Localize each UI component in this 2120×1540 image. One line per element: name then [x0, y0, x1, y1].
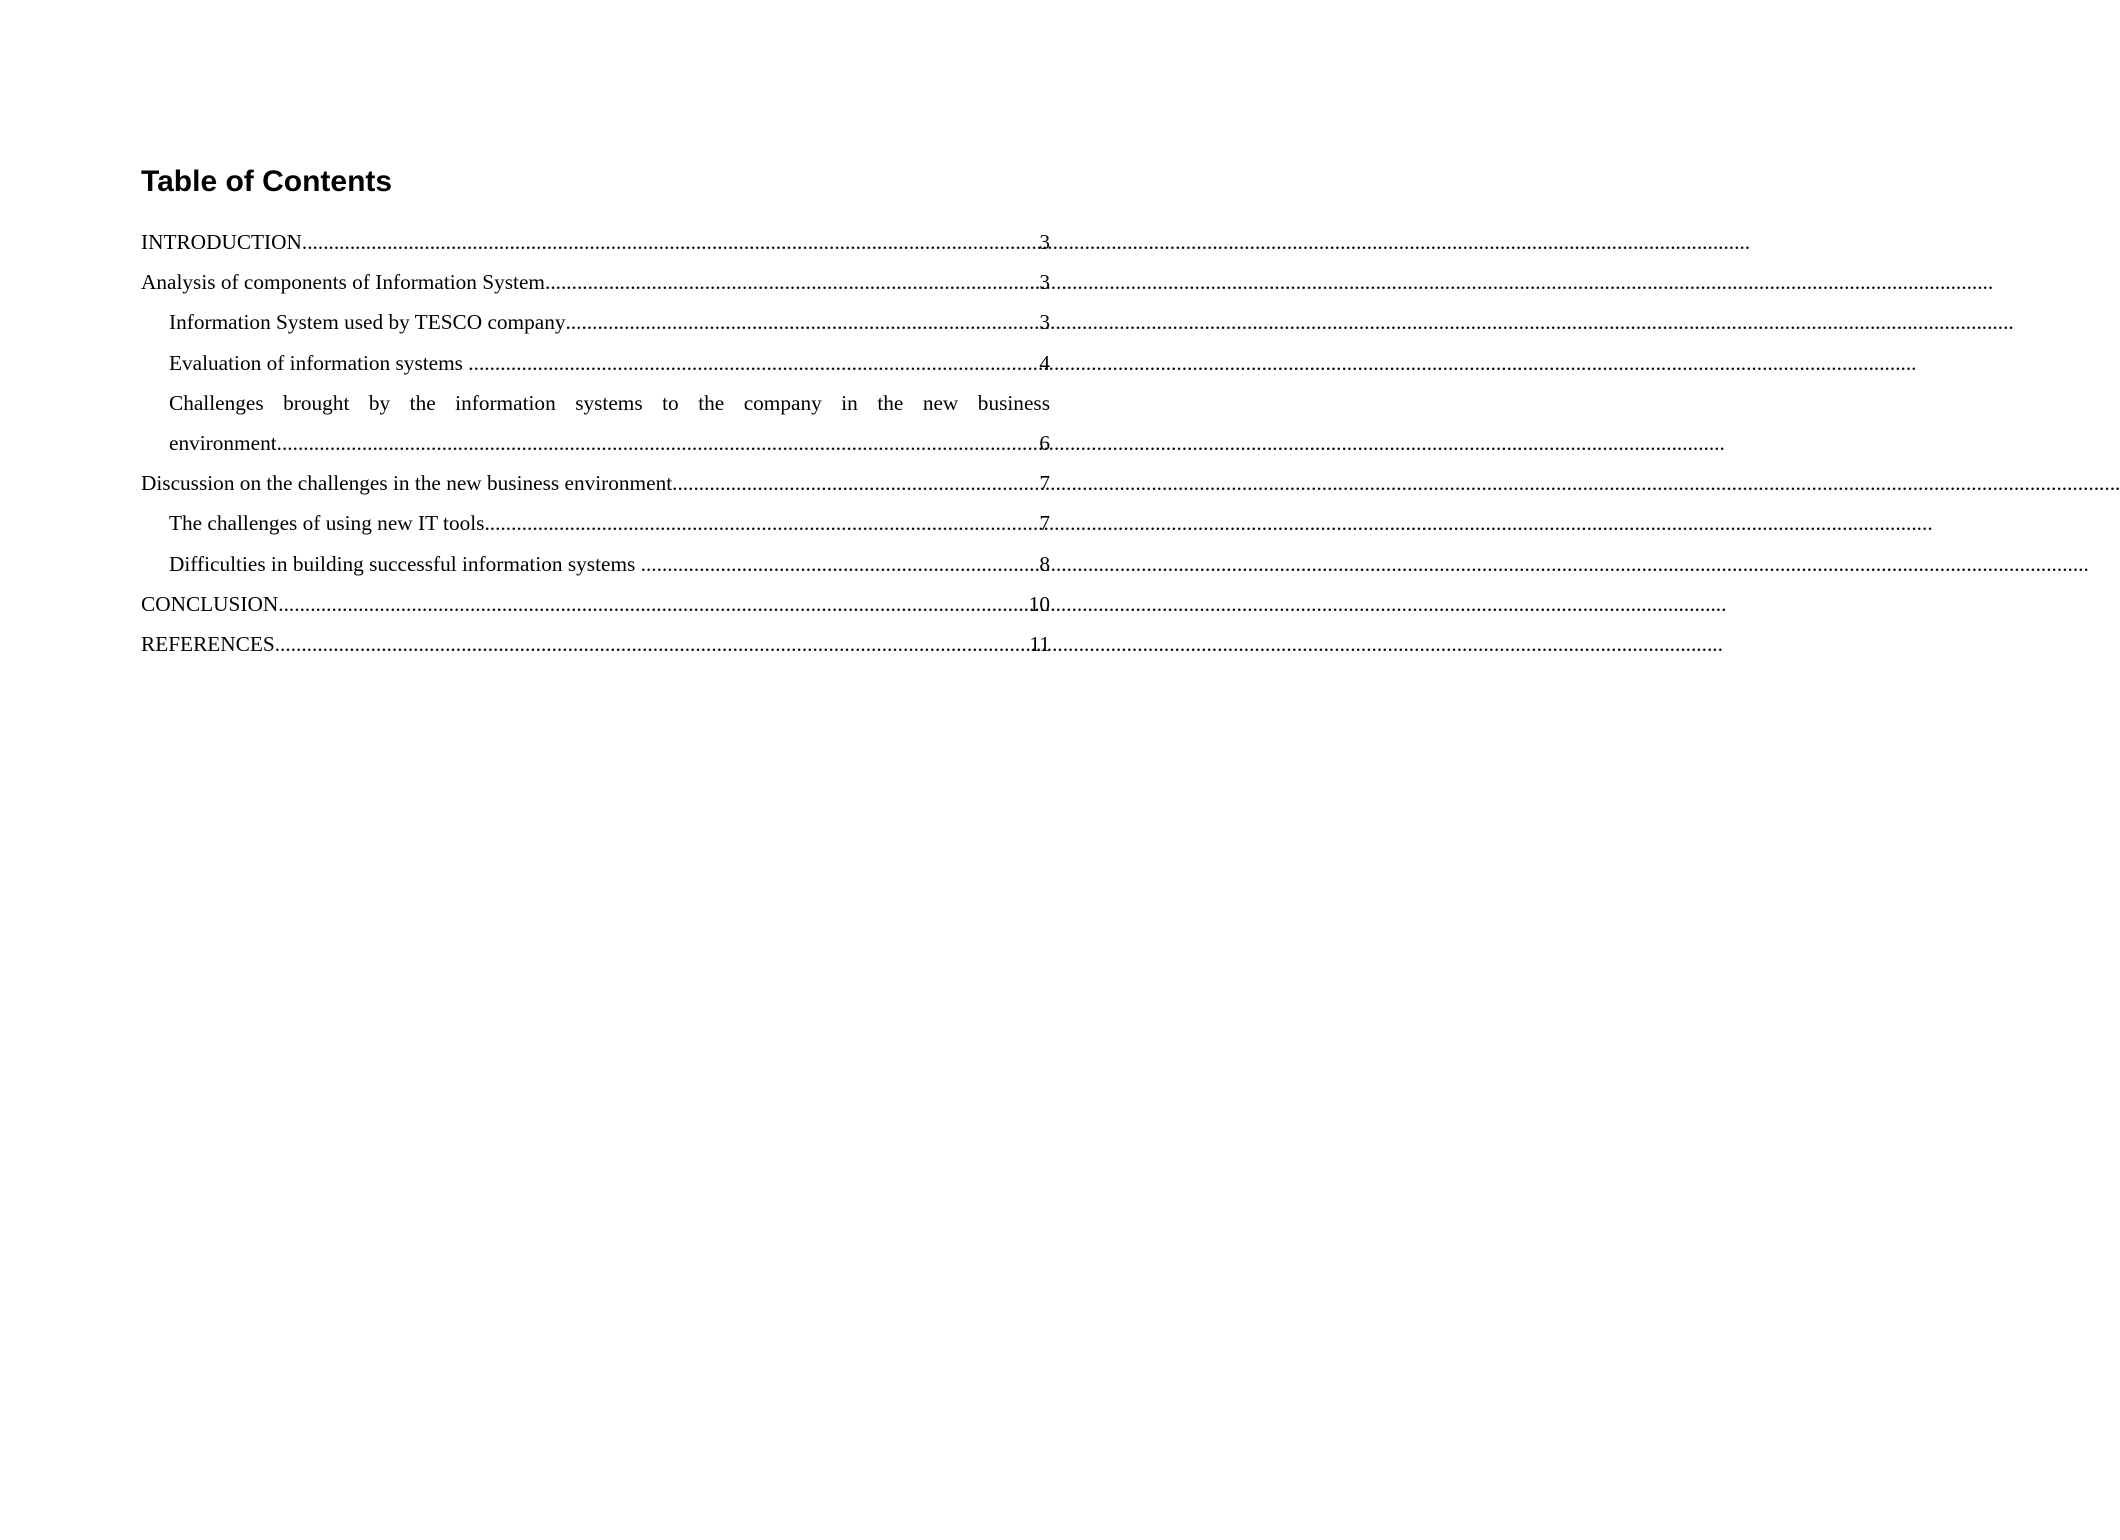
dot-leader	[275, 624, 1030, 664]
toc-entry-information-system-tesco[interactable]	[141, 302, 1050, 342]
toc-entry-label: Challenges brought by the information systems to the company in the new business	[169, 390, 1050, 415]
toc-entry-label: Discussion on the challenges in the new business environment	[141, 471, 673, 496]
toc-entry-label-continued: environment	[169, 430, 277, 455]
toc-entry-introduction[interactable]	[141, 222, 1050, 262]
toc-entry-page: 10	[1028, 591, 1050, 616]
toc-entry-page: 7	[1039, 471, 1050, 496]
toc-entry-page: 7	[1039, 511, 1050, 536]
dot-leader	[468, 343, 1039, 383]
dot-leader	[484, 503, 1039, 543]
toc-entry-page: 3	[1039, 310, 1050, 335]
toc-entry-label: INTRODUCTION	[141, 230, 302, 254]
toc-title: Table of Contents	[141, 165, 393, 198]
toc-entry-page: 6	[1039, 430, 1050, 455]
toc-entry-conclusion[interactable]	[141, 584, 1050, 624]
dot-leader	[302, 222, 1039, 262]
toc-entry-page: 3	[1039, 230, 1050, 254]
toc-entry-label: Analysis of components of Information System	[141, 270, 545, 295]
toc-entry-label: Evaluation of information systems	[169, 350, 469, 375]
toc-entry-discussion[interactable]	[141, 463, 1050, 503]
dot-leader	[566, 302, 1040, 342]
dot-leader	[278, 584, 1028, 624]
toc-entry-page: 8	[1039, 551, 1050, 576]
toc-entry-challenges-brought[interactable]	[141, 383, 1050, 463]
toc-entry-label: The challenges of using new IT tools	[169, 511, 485, 536]
dot-leader	[672, 463, 1039, 503]
dot-leader	[641, 544, 1040, 584]
toc-entry-challenges-it-tools[interactable]	[141, 503, 1050, 543]
toc-entry-label: CONCLUSION	[141, 591, 279, 616]
toc-entry-label: Information System used by TESCO company	[169, 310, 566, 335]
dot-leader	[545, 262, 1039, 302]
toc-entry-page: 11	[1029, 631, 1050, 656]
toc-entry-label: Difficulties in building successful information systems	[169, 551, 641, 576]
toc-entry-references[interactable]	[141, 624, 1050, 664]
toc-entry-analysis-of-components[interactable]	[141, 262, 1050, 302]
toc-entry-page: 4	[1039, 350, 1050, 375]
toc-entry-label: REFERENCES	[141, 631, 275, 656]
toc-entry-difficulties[interactable]	[141, 544, 1050, 584]
toc-entry-evaluation[interactable]	[141, 343, 1050, 383]
dot-leader	[277, 423, 1040, 463]
toc-entry-continuation	[169, 423, 1050, 463]
table-of-contents	[141, 222, 1050, 664]
toc-entry-page: 3	[1039, 270, 1050, 295]
